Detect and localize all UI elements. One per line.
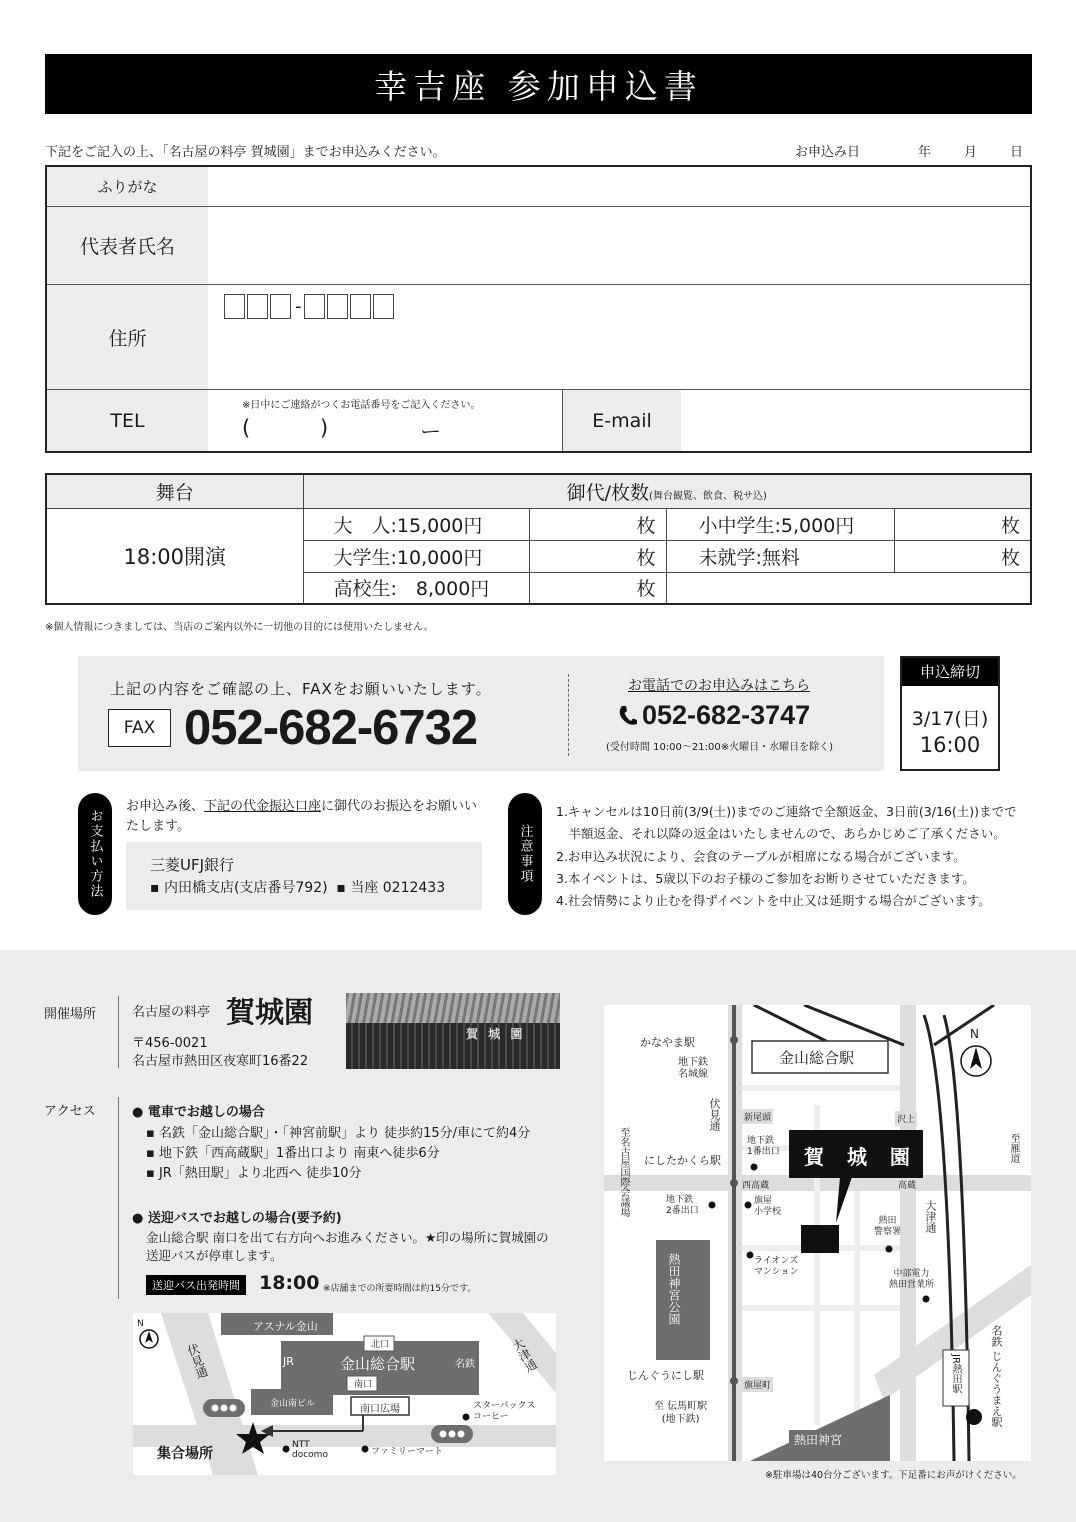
map-north-exit: 北口 — [371, 1340, 390, 1350]
map-subway-meijo: 地下鉄 名城線 — [678, 1057, 708, 1080]
page-title: 幸吉座 参加申込書 — [45, 54, 1032, 114]
venue-prefix: 名古屋の料亭 — [132, 1005, 211, 1020]
note-item: 2.お申込み状況により、会食のテーブルが相席になる場合がございます。 — [556, 848, 966, 864]
furigana-label: ふりがな — [47, 167, 208, 206]
date-label: お申込み日 — [795, 145, 861, 160]
map-ntt: NTT docomo — [292, 1440, 328, 1460]
map-temmacho: 至 伝馬町駅 (地下鉄) — [654, 1401, 708, 1425]
ticket-adult: 大 人:15,000円 — [303, 508, 529, 540]
empty-cell — [666, 572, 1031, 604]
note-item: 3.本イベントは、5歳以下のお子様のご参加をお断りさせていただきます。 — [556, 870, 975, 886]
big-map-roads — [604, 1005, 1031, 1461]
ticket-highschool: 高校生: 8,000円 — [303, 572, 529, 604]
small-map — [133, 1313, 556, 1475]
bus-head: ● 送迎バスでお越しの場合(要予約) — [132, 1211, 342, 1226]
venue-photo: 賀 城 園 — [346, 993, 560, 1069]
postal-code-boxes: - — [224, 294, 396, 319]
map-building: 金山南ビル — [270, 1399, 316, 1409]
notes-pill: 注意事項 — [508, 793, 542, 915]
deadline-time: 16:00 — [919, 733, 981, 757]
train-head: ● 電車でお越しの場合 — [132, 1105, 265, 1120]
note-item: 半額返金、それ以降の返金はいたしませんので、あらかじめご了承ください。 — [556, 826, 1006, 842]
phone-lead: お電話でのお申込みはこちら — [628, 678, 810, 694]
map-park: 熱田神宮公園 — [667, 1253, 681, 1325]
price-header: 御代/枚数(舞台観覧、飲食、税サ込) — [303, 474, 1031, 508]
north-label: N — [137, 1319, 144, 1329]
map-takakura: 高蔵 — [898, 1181, 917, 1191]
preschool-qty[interactable]: 枚 — [894, 540, 1031, 572]
map-exit2: 地下鉄 2番出口 — [666, 1195, 699, 1216]
date-month: 月 — [964, 145, 978, 160]
map-south-exit: 南口 — [354, 1380, 373, 1390]
map-family: ファミリーマート — [371, 1447, 443, 1457]
map-kanayama-sogo: 金山総合駅 — [779, 1049, 855, 1067]
deadline-label: 申込締切 — [902, 658, 998, 686]
child-qty[interactable]: 枚 — [894, 508, 1031, 540]
train-item: ▪ JR「熱田駅」より北西へ 徒歩10分 — [146, 1166, 362, 1181]
map-shinobashi: 新尾頭 — [742, 1109, 773, 1124]
venue-postal: 〒456-0021 — [132, 1036, 208, 1051]
fax-box — [78, 656, 884, 771]
highschool-qty[interactable]: 枚 — [529, 572, 666, 604]
big-map — [604, 1005, 1031, 1461]
fax-number: 052-682-6732 — [184, 701, 478, 755]
access-label: アクセス — [44, 1104, 96, 1119]
fax-label: FAX — [108, 709, 171, 747]
map-hataya-school: 旗屋 小学校 — [754, 1196, 782, 1217]
map-otsu: 大津通 — [509, 1336, 540, 1375]
bus-text: 金山総合駅 南口を出て右方向へお進みください。★印の場所に賀城園の送迎バスが停車します。 — [146, 1230, 549, 1263]
train-item: ▪ 名鉄「金山総合駅」・「神宮前駅」より 徒歩約15分/車にて約4分 — [146, 1126, 531, 1141]
map-jingu-st: じんぐうにし駅 — [627, 1369, 704, 1382]
ticket-table — [45, 473, 1032, 605]
map-jr-atsuta: JR熱田駅 — [950, 1354, 961, 1394]
map-asunal: アスナル金山 — [253, 1320, 318, 1333]
tel-note: ※日中にご連絡がつくお電話番号をご記入ください。 — [242, 400, 481, 411]
note-item: 1.キャンセルは10日前(3/9(土))までのご連絡で全額返金、3日前(3/16(土))までで — [556, 804, 1017, 819]
intro-text: 下記をご記入の上、「名古屋の料亭 賀城園」までお申込みください。 — [45, 145, 446, 160]
name-field[interactable] — [208, 207, 1030, 284]
phone-hours: (受付時間 10:00〜21:00※火曜日・水曜日を除く) — [606, 742, 833, 753]
map-starbucks: スターバックス コーヒー — [473, 1401, 536, 1422]
map-north: N — [970, 1027, 979, 1041]
address-label: 住所 — [47, 285, 208, 389]
date-day: 日 — [1010, 145, 1024, 160]
map-jr: JR — [283, 1355, 294, 1368]
divider — [568, 674, 569, 756]
map-to-kari: 至雁道 — [1008, 1133, 1019, 1163]
email-label: E-mail — [563, 390, 681, 451]
phone-number: 052-682-3747 — [642, 700, 811, 730]
venue-label: 開催場所 — [44, 1007, 97, 1022]
bus-note: ※店舗までの所要時間は約15分です。 — [323, 1284, 477, 1294]
venue-name: 賀城園 — [226, 995, 314, 1029]
bank-name: 三菱UFJ銀行 — [150, 856, 235, 874]
payment-text: お申込み後、下記の代金振込口座に御代のお振込をお願いいたします。 — [126, 799, 478, 834]
note-item: 4.社会情勢により止むを得ずイベントを中止又は延期する場合がございます。 — [556, 893, 991, 909]
stage-header: 舞台 — [46, 474, 303, 508]
ticket-university: 大学生:10,000円 — [303, 540, 529, 572]
account: ▪ 当座 0212433 — [336, 880, 446, 896]
map-kanayama: かなやま駅 — [640, 1036, 695, 1049]
map-otsu: 大津通 — [924, 1200, 937, 1233]
map-lions: ライオンズ マンション — [754, 1256, 799, 1277]
train-item: ▪ 地下鉄「西高蔵駅」1番出口より 南東へ徒歩6分 — [146, 1146, 440, 1161]
date-year: 年 — [918, 145, 932, 160]
deadline-date: 3/17(日) — [911, 708, 989, 730]
map-hatayacho: 旗屋町 — [742, 1377, 773, 1392]
bus-tag: 送迎バス出発時間 — [146, 1275, 246, 1295]
map-jingu: 熱田神宮 — [794, 1433, 843, 1447]
map-shop: 賀 城 園 — [804, 1145, 918, 1169]
venue-address: 名古屋市熱田区夜寒町16番22 — [132, 1054, 309, 1069]
address-field[interactable] — [208, 285, 1030, 389]
university-qty[interactable]: 枚 — [529, 540, 666, 572]
parking-note: ※駐車場は40台分ございます。下足番にお声がけください。 — [765, 1470, 1022, 1481]
meeting-point: 集合場所 — [157, 1446, 213, 1462]
divider — [118, 996, 119, 1068]
privacy-notice: ※個人情報につきましては、当店のご案内以外に一切他の目的には使用いたしません。 — [45, 622, 434, 633]
bus-time: 18:00 — [259, 1272, 320, 1294]
fax-lead: 上記の内容をご確認の上、FAXをお願いいたします。 — [110, 680, 492, 698]
map-kokusai: 至名古屋国際会議場 — [618, 1127, 629, 1217]
application-form — [45, 165, 1032, 453]
ticket-child: 小中学生:5,000円 — [666, 508, 894, 540]
map-fushimi: 伏見通 — [184, 1341, 210, 1381]
ticket-preschool: 未就学:無料 — [666, 540, 894, 572]
train-list — [146, 1124, 530, 1184]
map-nishitakakura-st: にしたかくら駅 — [644, 1154, 721, 1167]
map-station: 金山総合駅 — [340, 1355, 416, 1373]
map-meitetsu: 名鉄 — [455, 1359, 475, 1370]
email-field[interactable] — [681, 390, 1030, 451]
deadline-box — [900, 656, 1000, 771]
divider — [118, 1097, 119, 1299]
tel-field[interactable]: ※日中にご連絡がつくお電話番号をご記入ください。 ( ) ー — [208, 390, 563, 451]
map-chubu: 中部電力 熱田営業所 — [889, 1269, 935, 1290]
map-plaza: 南口広場 — [360, 1404, 400, 1415]
phone-icon — [618, 705, 638, 727]
stage-time: 18:00開演 — [46, 508, 303, 604]
name-label: 代表者氏名 — [47, 207, 208, 284]
notes-list — [556, 801, 1017, 912]
bank-box — [126, 842, 482, 910]
map-police: 熱田 警察署 — [874, 1216, 902, 1237]
map-sawakami: 沢上 — [895, 1111, 917, 1126]
furigana-field[interactable] — [208, 167, 1030, 206]
tel-label: TEL — [47, 390, 208, 451]
map-exit1: 地下鉄 1番出口 — [747, 1136, 780, 1157]
map-meitetsu-jingu: 名鉄 じんぐうまえ駅 — [990, 1325, 1003, 1428]
adult-qty[interactable]: 枚 — [529, 508, 666, 540]
payment-pill: お支払い方法 — [78, 793, 112, 915]
map-nishitakakura: 西高蔵 — [742, 1181, 770, 1191]
branch: ▪ 内田橋支店(支店番号792) — [150, 880, 328, 896]
map-fushimi: 伏見通 — [708, 1098, 721, 1131]
